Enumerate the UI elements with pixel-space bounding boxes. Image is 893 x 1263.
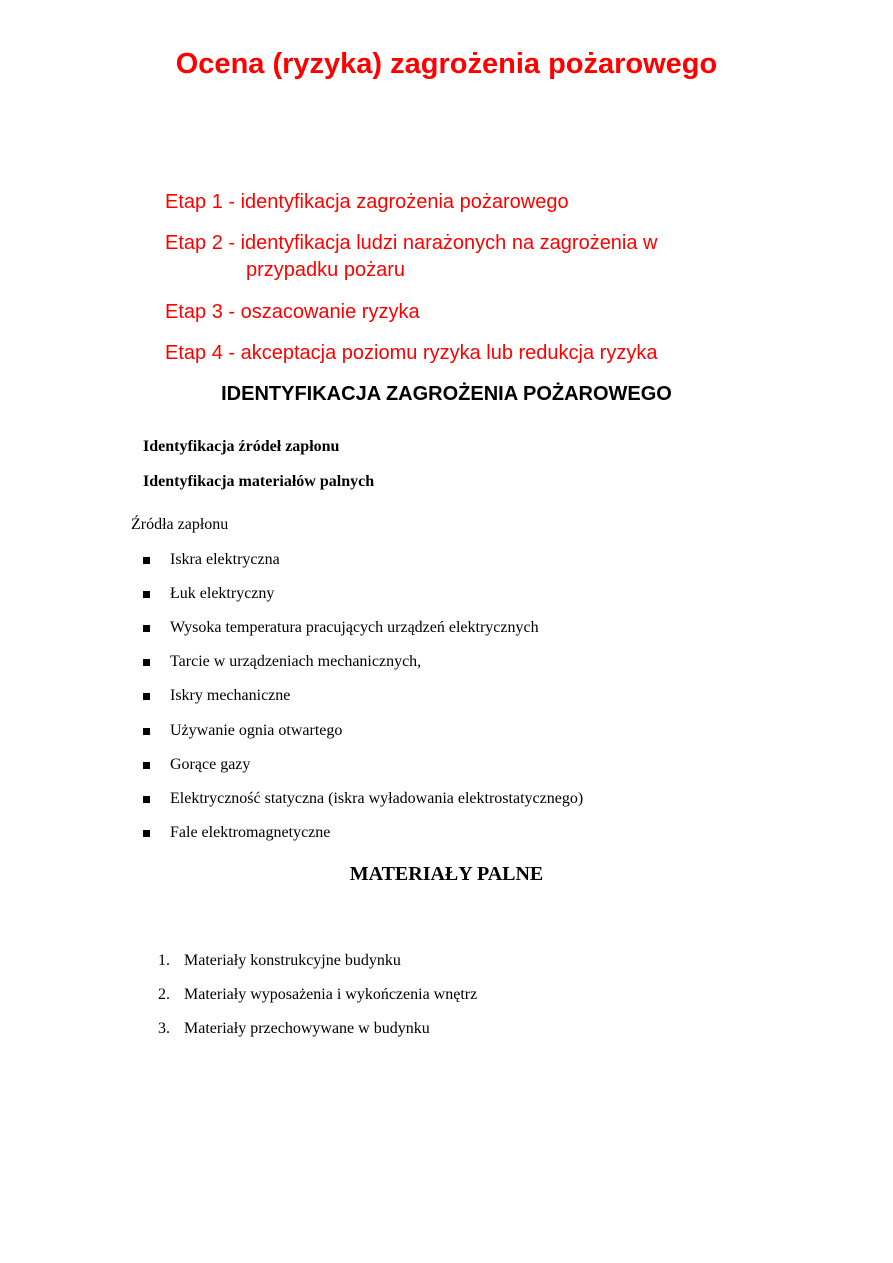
bullet-icon — [143, 728, 150, 735]
stage-3: Etap 3 - oszacowanie ryzyka — [165, 301, 420, 323]
bullet-icon — [143, 659, 150, 666]
bullet-icon — [143, 591, 150, 598]
bullet-icon — [143, 625, 150, 632]
section-heading-fire-hazard: IDENTYFIKACJA ZAGROŻENIA POŻAROWEGO — [221, 383, 672, 405]
section-heading-flammable-materials: MATERIAŁY PALNE — [349, 863, 544, 885]
stage-2: Etap 2 - identyfikacja ludzi narażonych na zagrożenia w — [165, 232, 658, 254]
page-title: Ocena (ryzyka) zagrożenia pożarowego — [175, 48, 718, 80]
ignition-sources-label: Źródła zapłonu — [131, 516, 229, 533]
bullet-icon — [143, 796, 150, 803]
bullet-icon — [143, 693, 150, 700]
bullet-icon — [143, 762, 150, 769]
stage-2-continuation: przypadku pożaru — [246, 259, 405, 281]
subheading-flammable-materials: Identyfikacja materiałów palnych — [143, 473, 375, 490]
stage-1: Etap 1 - identyfikacja zagrożenia pożarowego — [165, 191, 569, 213]
subheading-ignition-sources: Identyfikacja źródeł zapłonu — [143, 438, 340, 455]
bullet-icon — [143, 830, 150, 837]
bullet-icon — [143, 557, 150, 564]
stage-4: Etap 4 - akceptacja poziomu ryzyka lub redukcja ryzyka — [165, 342, 658, 364]
